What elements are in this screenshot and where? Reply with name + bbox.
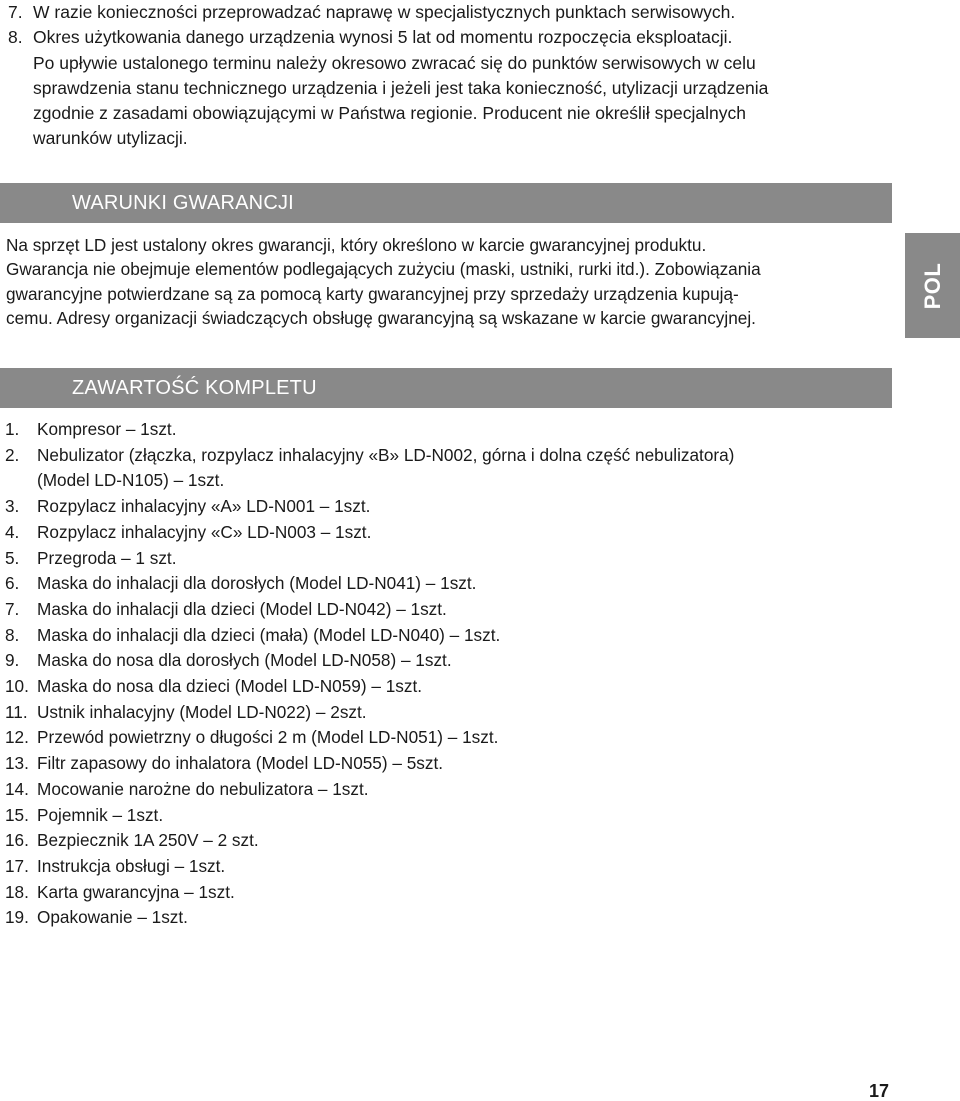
item-text-continued: sprawdzenia stanu technicznego urządzenia i jeżeli jest taka konieczność, utylizacji urządzenia [33,77,769,98]
list-item [5,520,895,546]
list-item [5,905,895,931]
item-text: Okres użytkowania danego urządzenia wynosi 5 lat od momentu rozpoczęcia eksploatacji. [33,27,733,48]
item-text: Przegroda – 1 szt. [37,547,177,568]
item-text: Maska do inhalacji dla dzieci (Model LD-N042) – 1szt. [37,598,447,619]
item-number: 7. [5,598,20,619]
item-text: Pojemnik – 1szt. [37,804,164,825]
item-number: 19. [5,907,29,928]
item-number [5,468,37,494]
item-text: Maska do inhalacji dla dzieci (mała) (Model LD-N040) – 1szt. [37,624,501,645]
kit-contents-list [5,417,895,931]
item-number: 2. [5,444,20,465]
item-number: 4. [5,521,20,542]
list-item [5,880,895,906]
list-item [5,700,895,726]
item-number: 18. [5,881,29,902]
item-number: 7. [8,2,23,22]
list-item [5,751,895,777]
list-item [5,648,895,674]
intro-list [8,0,900,152]
item-text: Mocowanie narożne do nebulizatora – 1szt. [37,778,369,799]
list-item [8,25,900,50]
list-item [5,417,895,443]
list-item [5,571,895,597]
item-number: 8. [8,27,23,48]
item-text: Maska do inhalacji dla dorosłych (Model LD-N041) – 1szt. [37,573,477,594]
paragraph-line: cemu. Adresy organizacji świadczących obsługę gwarancyjną są wskazane w karcie gwarancyjnej. [6,308,756,329]
item-text: Przewód powietrzny o długości 2 m (Model LD-N051) – 1szt. [37,727,499,748]
item-text: Maska do nosa dla dzieci (Model LD-N059) – 1szt. [37,676,422,697]
page-number: 17 [869,1081,890,1101]
list-item [5,828,895,854]
item-number: 16. [5,830,29,851]
item-number: 6. [5,573,20,594]
warranty-paragraph [6,233,896,331]
item-text: (Model LD-N105) – 1szt. [37,470,225,491]
item-text: Opakowanie – 1szt. [37,907,188,928]
item-text-continued: zgodnie z zasadami obowiązującymi w Państwa regionie. Producent nie określił specjalnych [33,103,747,124]
list-item [5,674,895,700]
language-tab [905,233,960,338]
item-text: Instrukcja obsługi – 1szt. [37,855,226,876]
list-item [5,854,895,880]
item-number: 12. [5,727,29,748]
list-item [8,0,900,25]
item-number: 17. [5,855,29,876]
list-item [5,443,895,469]
warranty-section-header [0,183,892,223]
item-text: Ustnik inhalacyjny (Model LD-N022) – 2szt. [37,701,367,722]
item-number: 3. [5,496,20,517]
item-number: 8. [5,624,20,645]
item-number: 5. [5,547,20,568]
item-number: 10. [5,676,29,697]
item-text: Rozpylacz inhalacyjny «A» LD-N001 – 1szt. [37,496,371,517]
item-number: 1. [5,419,20,439]
list-item-continued [5,468,895,494]
list-item [5,494,895,520]
list-item [5,777,895,803]
item-text: Karta gwarancyjna – 1szt. [37,881,235,902]
paragraph-line: Gwarancja nie obejmuje elementów podlegających zużyciu (maski, ustniki, rurki itd.). Zobowiązania [6,259,761,280]
item-text: Bezpiecznik 1A 250V – 2 szt. [37,830,259,851]
item-number: 14. [5,778,29,799]
section-title: WARUNKI GWARANCJI [72,192,294,214]
item-number: 11. [5,701,28,722]
section-title: ZAWARTOŚĆ KOMPLETU [72,377,317,399]
kit-section-header [0,368,892,408]
item-text: Maska do nosa dla dorosłych (Model LD-N058) – 1szt. [37,650,452,671]
language-tab-label: POL [919,262,945,309]
item-text: W razie konieczności przeprowadzać naprawę w specjalistycznych punktach serwisowych. [33,2,736,22]
paragraph-line: Na sprzęt LD jest ustalony okres gwarancji, który określono w karcie gwarancyjnej produktu. [6,235,707,255]
item-text: Kompresor – 1szt. [37,419,177,439]
paragraph-line: gwarancyjne potwierdzane są za pomocą karty gwarancyjnej przy sprzedaży urządzenia kupują- [6,283,739,304]
list-item [5,546,895,572]
item-number: 15. [5,804,29,825]
list-item [5,623,895,649]
item-text: Filtr zapasowy do inhalatora (Model LD-N055) – 5szt. [37,753,443,774]
list-item [5,725,895,751]
item-text-continued: warunków utylizacji. [33,128,188,149]
list-item [5,803,895,829]
item-number: 9. [5,650,20,671]
item-text: Nebulizator (złączka, rozpylacz inhalacyjny «B» LD-N002, górna i dolna część nebulizatora) [37,444,735,465]
list-item [5,597,895,623]
item-text: Rozpylacz inhalacyjny «C» LD-N003 – 1szt. [37,521,372,542]
item-number: 13. [5,753,29,774]
item-text-continued: Po upływie ustalonego terminu należy okresowo zwracać się do punktów serwisowych w celu [33,52,756,73]
